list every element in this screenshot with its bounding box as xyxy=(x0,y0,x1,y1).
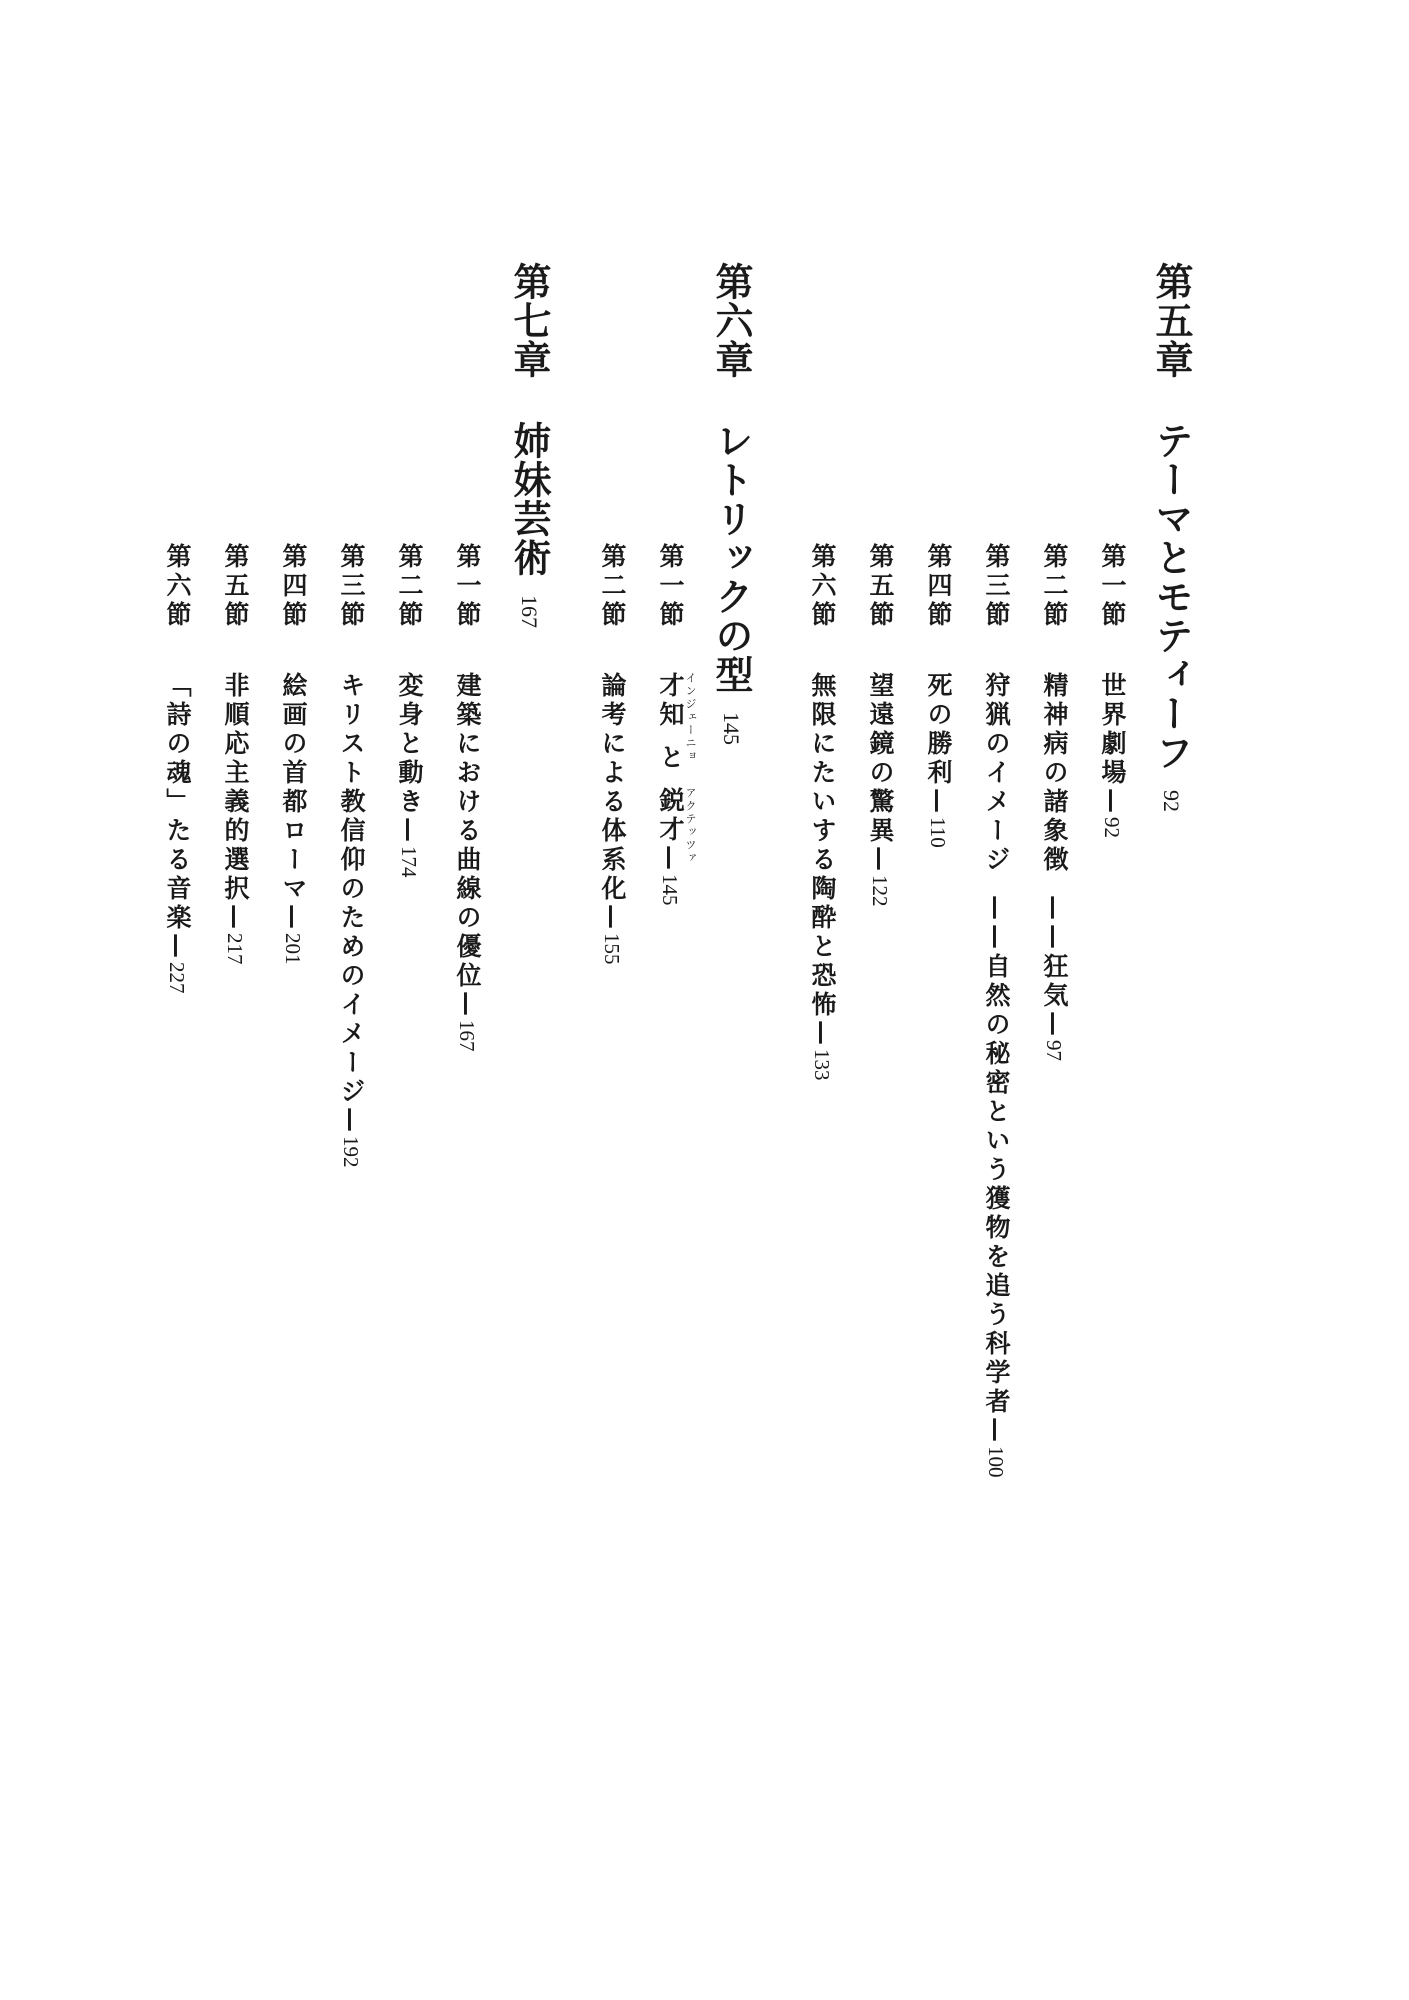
toc-entry-6-1[interactable] xyxy=(656,543,697,906)
chapter-title: レトリックの型 xyxy=(709,421,754,694)
section-title-part: 鋭才 xyxy=(656,787,685,845)
ruby-text: インジェーニョ xyxy=(684,672,697,763)
chapter-label: 第六章 xyxy=(709,262,754,379)
section-label: 第二節 xyxy=(395,543,424,630)
toc-entry-5-2[interactable] xyxy=(1042,543,1067,1061)
toc-entry-7-2[interactable] xyxy=(397,543,422,878)
leader-dash: — xyxy=(808,1020,837,1049)
section-page: 155 xyxy=(600,933,624,965)
toc-entry-7-1[interactable] xyxy=(455,543,480,1052)
section-title: 非順応主義的選択 xyxy=(221,672,250,904)
section-page: 167 xyxy=(455,1020,479,1052)
section-page: 227 xyxy=(165,962,189,994)
section-label: 第六節 xyxy=(808,543,837,630)
section-label: 第三節 xyxy=(982,543,1011,630)
leader-dash: — xyxy=(982,1417,1011,1446)
chapter-page: 92 xyxy=(1159,790,1184,812)
section-title-particle: と xyxy=(656,744,685,773)
chapter-title: テーマとモティーフ xyxy=(1149,421,1194,772)
leader-dash: — xyxy=(279,904,308,933)
chapter-label: 第五章 xyxy=(1149,262,1194,379)
chapter-7-heading xyxy=(507,262,552,628)
section-label: 第一節 xyxy=(656,543,685,630)
leader-dash: — xyxy=(163,933,192,962)
section-title-part: 才知 xyxy=(656,672,685,730)
toc-entry-7-6[interactable] xyxy=(165,543,190,994)
chapter-title: 姉妹芸術 xyxy=(507,421,552,577)
chapter-6-heading xyxy=(709,262,754,745)
chapter-page: 145 xyxy=(719,712,744,745)
section-page: 122 xyxy=(868,875,892,907)
section-label: 第四節 xyxy=(279,543,308,630)
section-page: 92 xyxy=(1100,817,1124,838)
toc-entry-5-4[interactable] xyxy=(926,543,951,848)
section-page: 201 xyxy=(281,933,305,965)
leader-dash: — xyxy=(337,1107,366,1136)
section-subtitle: ——自然の秘密という獲物を追う科学者 xyxy=(982,895,1011,1417)
toc-entry-7-4[interactable] xyxy=(281,543,306,965)
chapter-5-heading xyxy=(1149,262,1194,812)
leader-dash: — xyxy=(1098,788,1127,817)
toc-entry-5-1[interactable] xyxy=(1100,543,1125,838)
section-label: 第五節 xyxy=(866,543,895,630)
toc-entry-6-2[interactable] xyxy=(600,543,625,965)
section-title: 望遠鏡の驚異 xyxy=(866,672,895,846)
toc-entry-5-3[interactable] xyxy=(984,543,1009,1478)
section-title: 絵画の首都ローマ xyxy=(279,672,308,904)
leader-dash: — xyxy=(1040,1011,1069,1040)
toc-entry-7-5[interactable] xyxy=(223,543,248,965)
leader-dash: — xyxy=(866,846,895,875)
section-title: 無限にたいする陶酔と恐怖 xyxy=(808,672,837,1020)
section-page: 174 xyxy=(397,846,421,878)
leader-dash: — xyxy=(656,845,685,874)
section-title: 論考による体系化 xyxy=(598,672,627,904)
section-page: 192 xyxy=(339,1136,363,1168)
section-subtitle: ——狂気 xyxy=(1040,895,1069,1011)
section-label: 第一節 xyxy=(1098,543,1127,630)
toc-entry-5-5[interactable] xyxy=(868,543,893,907)
section-title: 死の勝利 xyxy=(924,672,953,788)
section-label: 第二節 xyxy=(598,543,627,630)
section-title: 「詩の魂」たる音楽 xyxy=(163,672,192,933)
section-page: 133 xyxy=(810,1049,834,1081)
section-page: 110 xyxy=(926,817,950,848)
section-title: 変身と動き xyxy=(395,672,424,817)
chapter-page: 167 xyxy=(517,595,542,628)
section-title: キリスト教信仰のためのイメージ xyxy=(337,672,366,1107)
chapter-label: 第七章 xyxy=(507,262,552,379)
section-label: 第二節 xyxy=(1040,543,1069,630)
leader-dash: — xyxy=(453,991,482,1020)
ruby-base-eisai xyxy=(656,787,697,865)
leader-dash: — xyxy=(221,904,250,933)
leader-dash: — xyxy=(395,817,424,846)
section-title: 狩猟のイメージ xyxy=(982,672,1011,875)
section-label: 第四節 xyxy=(924,543,953,630)
section-label: 第五節 xyxy=(221,543,250,630)
section-title: 世界劇場 xyxy=(1098,672,1127,788)
toc-entry-5-6[interactable] xyxy=(810,543,835,1081)
leader-dash: — xyxy=(924,788,953,817)
section-page: 100 xyxy=(984,1446,1008,1478)
toc-entry-7-3[interactable] xyxy=(339,543,364,1168)
leader-dash: — xyxy=(598,904,627,933)
section-page: 145 xyxy=(658,874,682,906)
ruby-text: アクテッツァ xyxy=(684,787,697,865)
section-page: 217 xyxy=(223,933,247,965)
section-title: 建築における曲線の優位 xyxy=(453,672,482,991)
section-label: 第六節 xyxy=(163,543,192,630)
ruby-base-saichi xyxy=(656,672,697,763)
section-label: 第三節 xyxy=(337,543,366,630)
section-label: 第一節 xyxy=(453,543,482,630)
section-title: 精神病の諸象徴 xyxy=(1040,672,1069,875)
section-page: 97 xyxy=(1042,1040,1066,1061)
